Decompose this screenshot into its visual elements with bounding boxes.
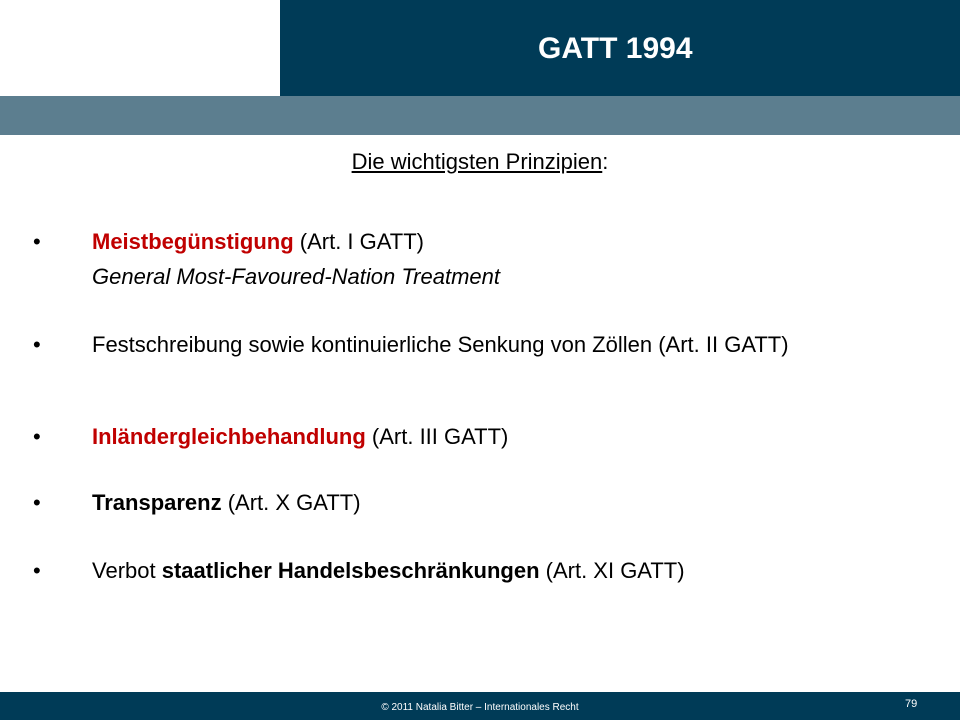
list-item-translation: General Most-Favoured-Nation Treatment — [92, 264, 500, 289]
list-item-text: Festschreibung sowie kontinuierliche Senkung von Zöllen (Art. II GATT) — [92, 332, 789, 357]
bullet-marker: • — [33, 490, 41, 515]
article-reference: (Art. X GATT) — [221, 490, 361, 515]
footer-copyright: © 2011 Natalia Bitter – Internationales Recht — [381, 702, 579, 713]
list-item-text — [92, 425, 862, 449]
bullet-marker: • — [33, 424, 41, 449]
list-item-text — [92, 230, 862, 254]
page-number: 79 — [905, 698, 918, 710]
highlight-term: Inländergleichbehandlung — [92, 424, 366, 449]
bullet-marker: • — [33, 558, 41, 583]
slide-title: GATT 1994 — [538, 32, 693, 65]
bullet-marker: • — [33, 332, 41, 357]
article-reference: (Art. I GATT) — [293, 229, 425, 254]
subtitle-colon: : — [602, 149, 609, 174]
list-item-text — [92, 559, 862, 583]
bold-term: staatlicher Handelsbeschränkungen — [161, 558, 540, 583]
bullet-marker: • — [33, 229, 41, 254]
highlight-term: Meistbegünstigung — [92, 229, 294, 254]
list-item-text — [92, 491, 862, 515]
header-left-blank — [0, 0, 280, 96]
slide-subtitle — [0, 148, 960, 176]
article-reference: (Art. III GATT) — [365, 424, 509, 449]
bold-term: Transparenz — [92, 490, 222, 515]
subtitle-underlined: Die wichtigsten Prinzipien — [351, 149, 603, 174]
article-reference: (Art. XI GATT) — [539, 558, 685, 583]
header-band — [0, 96, 960, 135]
text-prefix: Verbot — [92, 558, 162, 583]
